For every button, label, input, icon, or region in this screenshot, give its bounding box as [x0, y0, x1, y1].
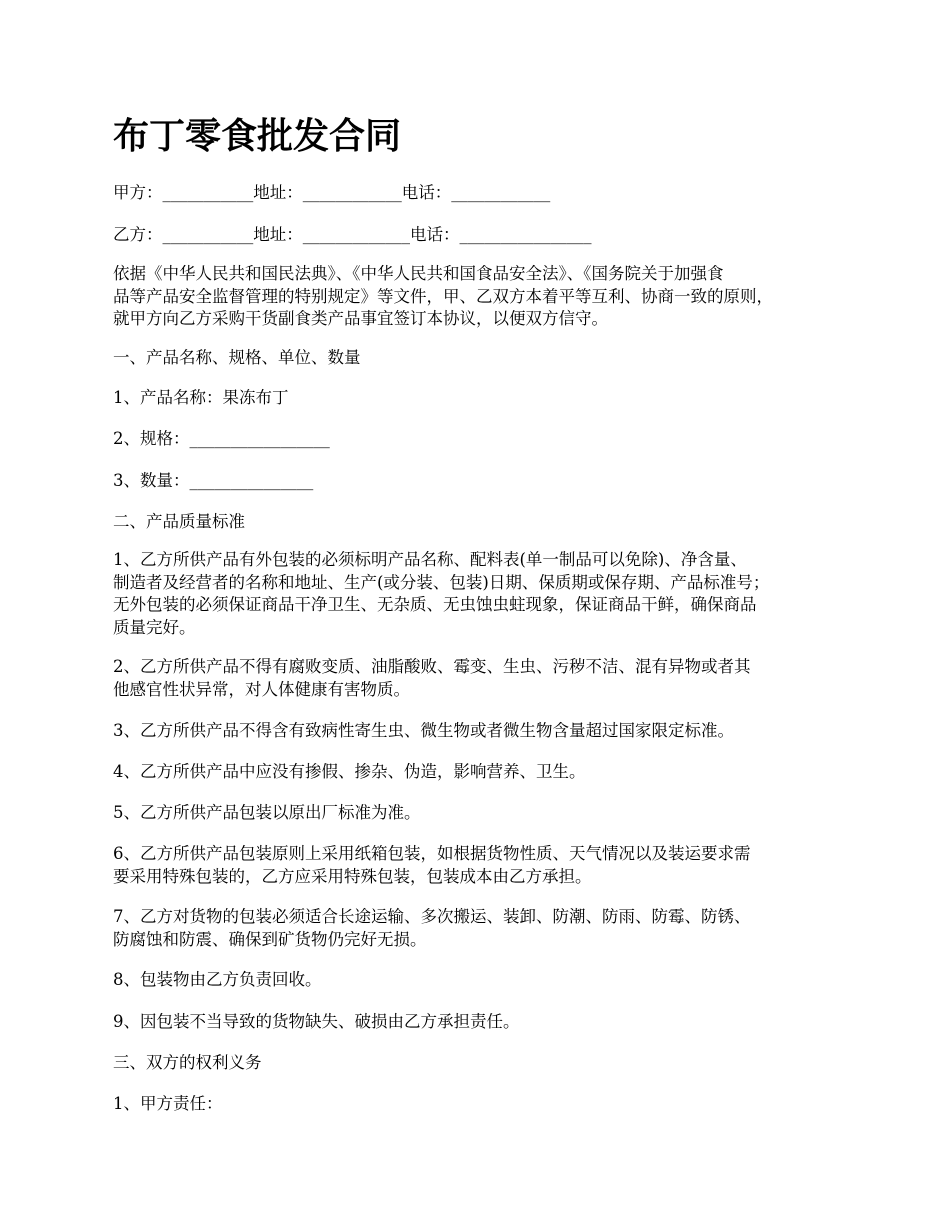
quantity-item: 3、数量：_______________ [113, 471, 314, 490]
quality-item-1 [113, 549, 769, 639]
quality-item-5: 5、乙方所供产品包装以原出厂标准为准。 [113, 803, 421, 822]
section-3-heading: 三、双方的权利义务 [113, 1053, 262, 1072]
paragraph-line: 2、乙方所供产品不得有腐败变质、油脂酸败、霉变、生虫、污秽不洁、混有异物或者其 [113, 657, 751, 676]
intro-line: 依据《中华人民共和国民法典》、《中华人民共和国食品安全法》、《国务院关于加强食 [113, 264, 724, 283]
paragraph-line: 质量完好。 [113, 617, 196, 637]
party-a-line: 甲方：___________地址：____________电话：____________ [113, 183, 551, 202]
paragraph-line: 无外包装的必须保证商品干净卫生、无杂质、无虫蚀虫蛀现象，保证商品干鲜，确保商品 [113, 595, 757, 614]
section-1-heading: 一、产品名称、规格、单位、数量 [113, 348, 361, 367]
quality-item-6 [113, 843, 751, 888]
quality-item-3: 3、乙方所供产品不得含有致病性寄生虫、微生物或者微生物含量超过国家限定标准。 [113, 721, 734, 740]
document-title: 布丁零食批发合同 [113, 115, 402, 157]
party-b-line: 乙方：___________地址：_____________电话：________________ [113, 225, 592, 244]
intro-line: 品等产品安全监督管理的特别规定》等文件，甲、乙双方本着平等互利、协商一致的原则， [113, 286, 773, 306]
intro-line: 就甲方向乙方采购干货副食类产品事宜签订本协议，以便双方信守。 [113, 309, 608, 328]
section-2-heading: 二、产品质量标准 [113, 512, 245, 531]
paragraph-line: 1、乙方所供产品有外包装的必须标明产品名称、配料表(单一制品可以免除)、净含量、 [113, 550, 747, 569]
paragraph-line: 制造者及经营者的名称和地址、生产(或分装、包装)日期、保质期或保存期、产品标准号； [113, 572, 770, 592]
paragraph-line: 7、乙方对货物的包装必须适合长途运输、多次搬运、装卸、防潮、防雨、防霉、防锈、 [113, 907, 751, 926]
product-name-item: 1、产品名称：果冻布丁 [113, 388, 289, 407]
quality-item-2 [113, 656, 751, 701]
paragraph-line: 他感官性状异常，对人体健康有害物质。 [113, 679, 410, 699]
spec-item: 2、规格：_________________ [113, 429, 330, 448]
paragraph-line: 要采用特殊包装的，乙方应采用特殊包装，包装成本由乙方承担。 [113, 866, 592, 886]
quality-item-9: 9、因包装不当导致的货物缺失、破损由乙方承担责任。 [113, 1012, 520, 1031]
quality-item-7 [113, 906, 751, 951]
party-a-duties-item: 1、甲方责任： [113, 1094, 223, 1113]
quality-item-4: 4、乙方所供产品中应没有掺假、掺杂、伪造，影响营养、卫生。 [113, 762, 586, 781]
quality-item-8: 8、包装物由乙方负责回收。 [113, 970, 322, 989]
paragraph-line: 防腐蚀和防震、确保到矿货物仍完好无损。 [113, 929, 427, 949]
paragraph-line: 6、乙方所供产品包装原则上采用纸箱包装，如根据货物性质、天气情况以及装运要求需 [113, 844, 751, 863]
intro-paragraph [113, 263, 773, 331]
